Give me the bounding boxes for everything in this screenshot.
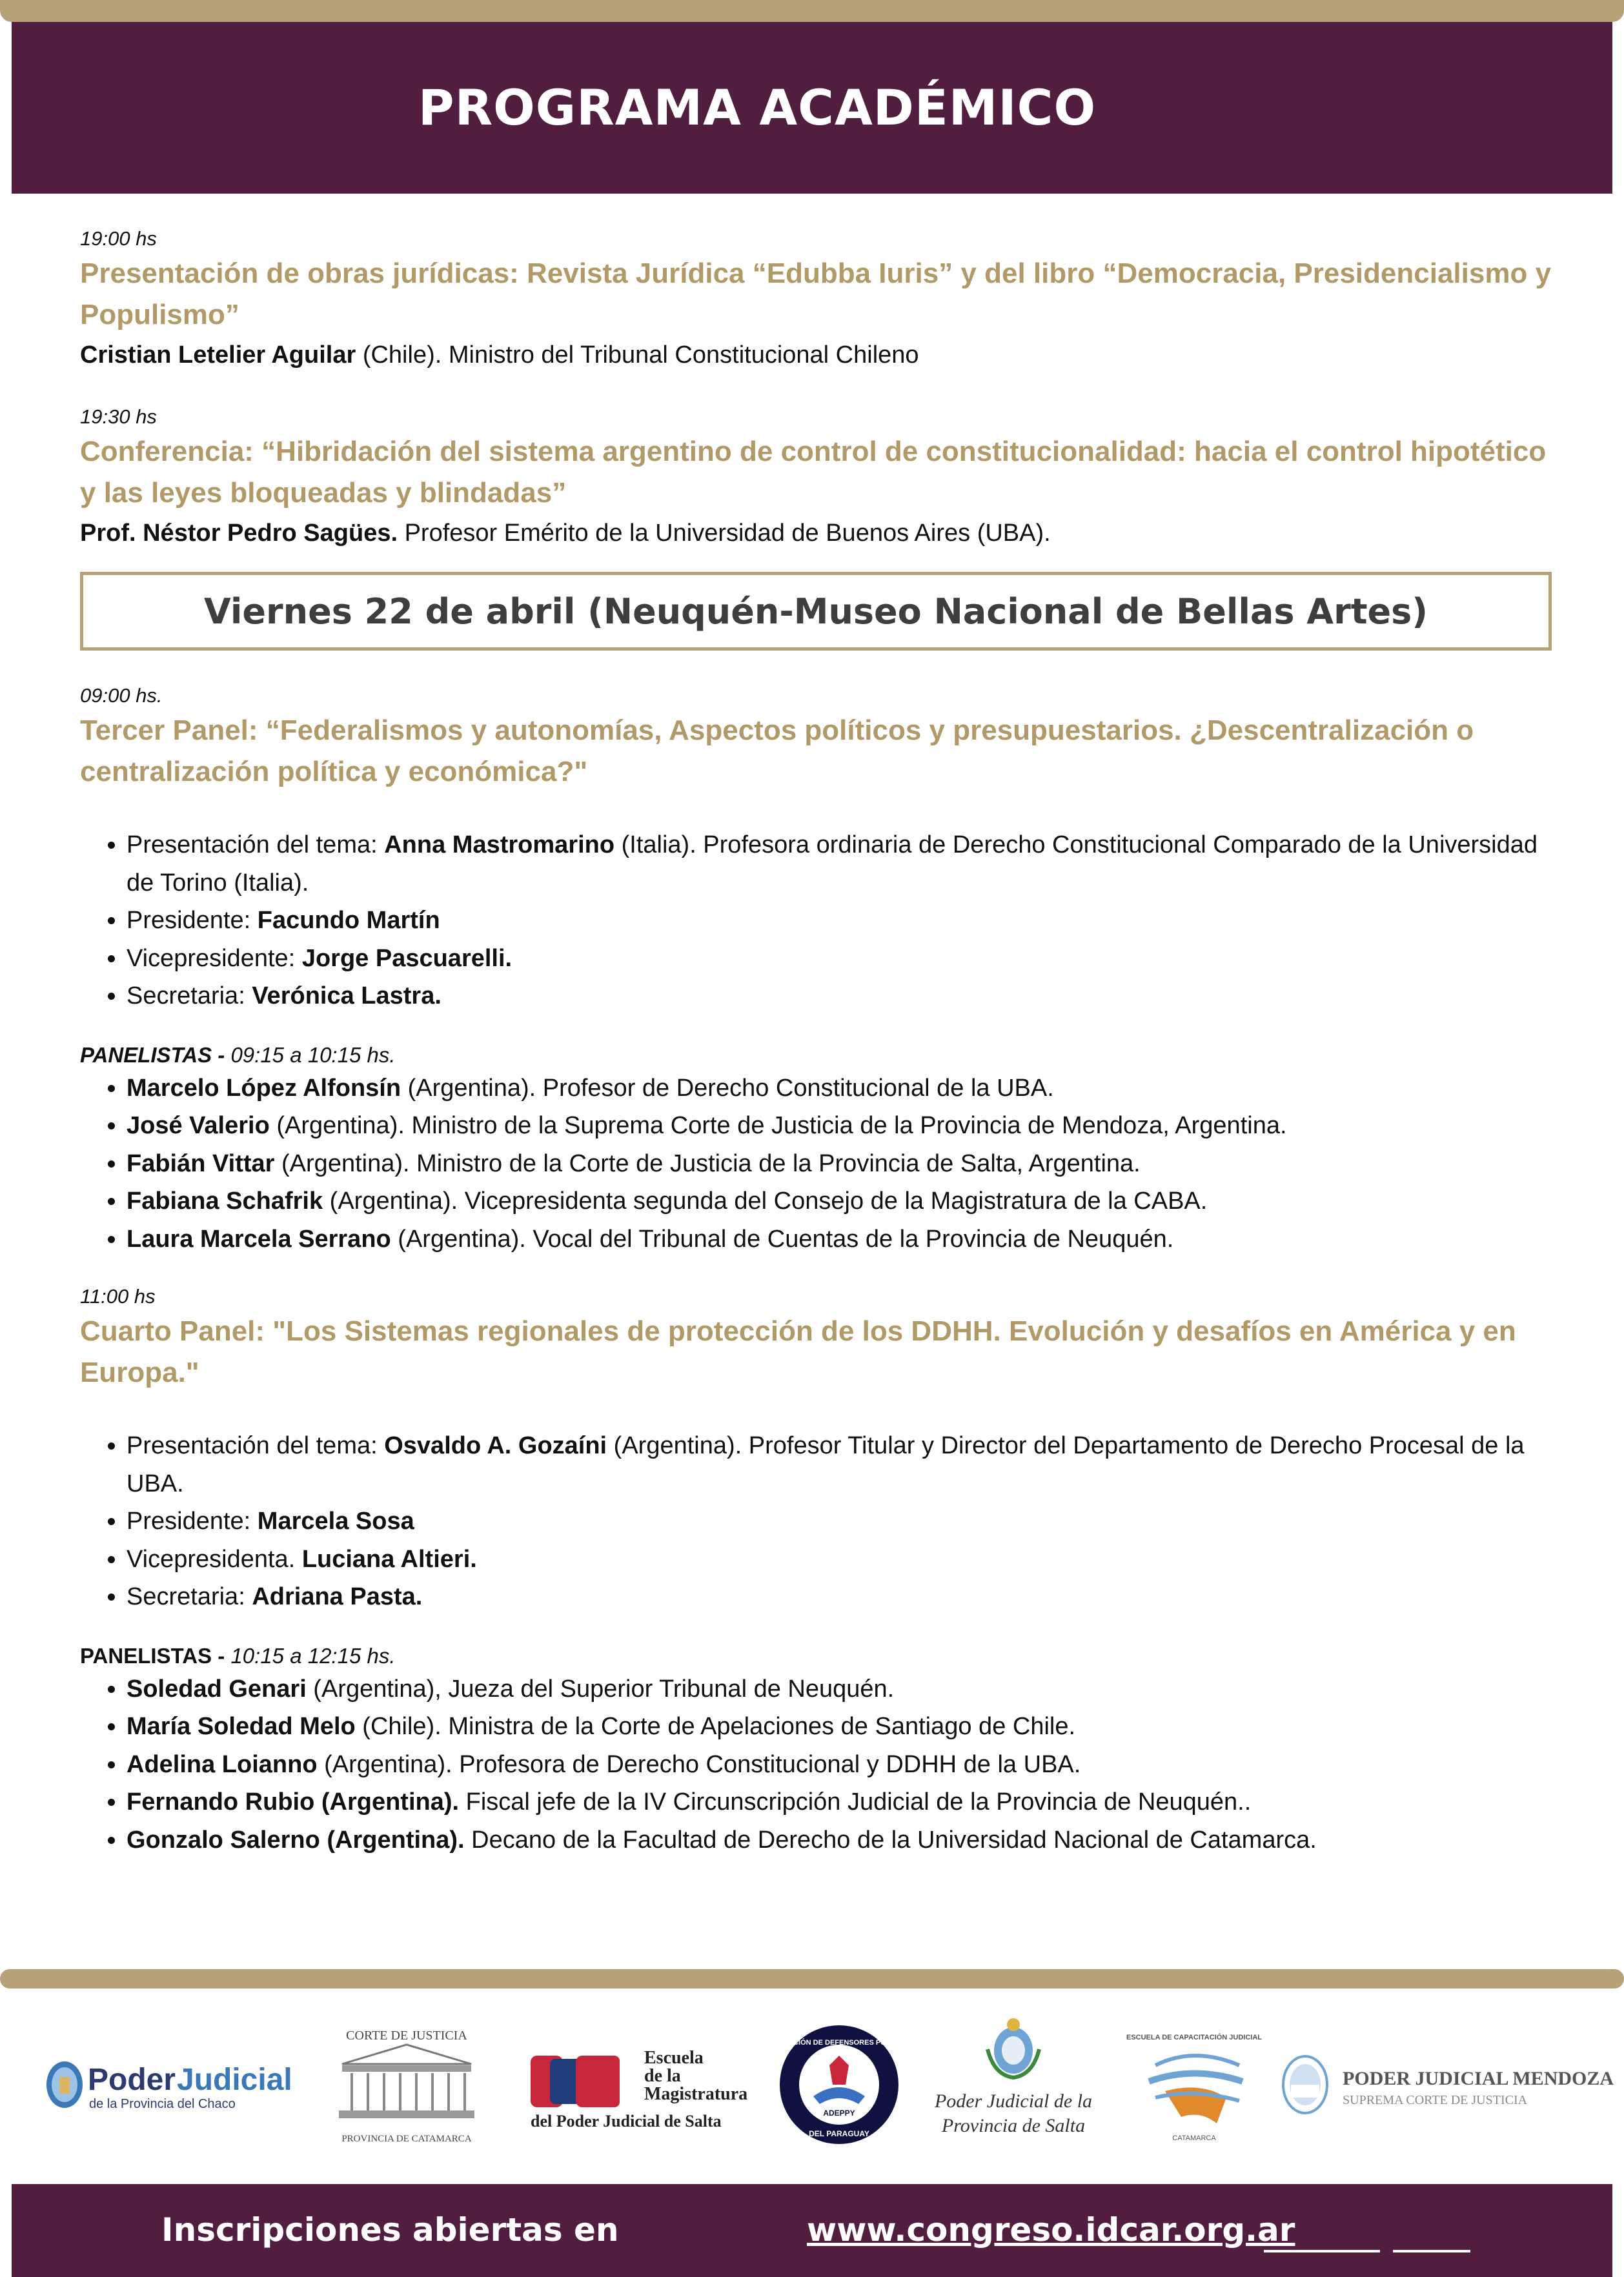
role-label: Presidente: <box>127 1508 258 1535</box>
list-item <box>127 977 1552 1015</box>
registration-link[interactable]: www.congreso.idcar.org.ar <box>807 2211 1295 2249</box>
list-item <box>127 940 1552 978</box>
chaco-logo-poder: Poder <box>88 2063 176 2097</box>
defensores-seal-icon <box>766 2020 913 2149</box>
panel-title: Tercer Panel: “Federalismos y autonomías, Aspectos políticos y presupuestarios. ¿Descentralización o centralización política y económica?" <box>80 714 1474 787</box>
person-name: Marcela Sosa <box>257 1508 414 1535</box>
speaker-name: Prof. Néstor Pedro Sagües. <box>80 520 398 547</box>
escuela-line4: del Poder Judicial de Salta <box>531 2112 722 2130</box>
role-label: Vicepresidenta. <box>127 1545 302 1573</box>
person-detail: (Italia). Profesora ordinaria de Derecho Constitucional Comparado de la Universidad de Torino (Italia). <box>127 831 1538 896</box>
courthouse-icon <box>323 2014 491 2156</box>
person-name: Osvaldo A. Gozaíni <box>384 1432 607 1459</box>
list-item <box>127 902 1552 940</box>
escuela-line3: Magistratura <box>644 2084 748 2104</box>
person-name: Fabián Vittar <box>127 1149 275 1177</box>
person-detail: (Argentina). Profesora de Derecho Constitucional y DDHH de la UBA. <box>317 1750 1081 1778</box>
session-title: Conferencia: “Hibridación del sistema argentino de control de constitucionalidad: hacia el control hipotético y las leyes bloqueadas y blindadas” <box>80 436 1547 509</box>
list-item <box>127 1503 1552 1541</box>
footer-underline <box>1393 2250 1470 2252</box>
salta-logo-line1: Poder Judicial de la <box>934 2090 1093 2112</box>
person-detail: (Argentina), Jueza del Superior Tribunal de Neuquén. <box>306 1675 895 1703</box>
speaker-detail: (Chile). Ministro del Tribunal Constitucional Chileno <box>356 341 919 369</box>
escuela-line2: de la <box>644 2066 681 2086</box>
logo-poder-judicial-chaco <box>43 2001 301 2169</box>
person-detail: (Argentina). Ministro de la Corte de Justicia de la Provincia de Salta, Argentina. <box>274 1149 1141 1177</box>
person-detail: (Argentina). Profesor de Derecho Constitucional de la UBA. <box>401 1074 1054 1102</box>
salta-logo-line2: Provincia de Salta <box>941 2115 1086 2136</box>
panel-roles-list <box>80 1427 1552 1616</box>
person-name: Soledad Genari <box>127 1675 307 1703</box>
role-label: Vicepresidente: <box>127 944 302 972</box>
person-name: Luciana Altieri. <box>301 1545 477 1573</box>
logo-defensores-paraguay <box>766 2001 913 2169</box>
salta-emblem-icon <box>917 2010 1110 2159</box>
escuela-line1: Escuela <box>644 2048 704 2068</box>
chaco-logo-subtitle: de la Provincia del Chaco <box>89 2097 236 2111</box>
list-item <box>127 1541 1552 1579</box>
list-item <box>127 1145 1552 1183</box>
list-item <box>127 1670 1552 1708</box>
session-time: 19:30 hs <box>80 405 157 428</box>
role-label: Secretaria: <box>127 982 252 1009</box>
footer-underline <box>1264 2250 1380 2252</box>
person-name: Verónica Lastra. <box>252 982 442 1009</box>
mendoza-logo-line2: SUPREMA CORTE DE JUSTICIA <box>1343 2093 1528 2107</box>
list-item <box>127 1578 1552 1616</box>
speaker-detail: Profesor Emérito de la Universidad de Buenos Aires (UBA). <box>398 520 1051 547</box>
logo-escuela-magistratura-salta <box>524 2001 769 2169</box>
panel-3 <box>80 683 1552 1258</box>
list-item <box>127 1427 1552 1503</box>
panelists-time: 09:15 a 10:15 hs. <box>225 1042 396 1067</box>
chaco-emblem-icon <box>43 2039 301 2130</box>
header-banner <box>12 22 1612 194</box>
day-heading-box <box>80 572 1552 651</box>
person-detail: (Argentina). Vicepresidenta segunda del Consejo de la Magistratura de la CABA. <box>323 1188 1208 1215</box>
person-detail: (Chile). Ministra de la Corte de Apelaciones de Santiago de Chile. <box>355 1713 1076 1740</box>
panelists-list <box>80 1670 1552 1859</box>
sponsor-logos <box>0 2001 1624 2169</box>
panel-4 <box>80 1284 1552 1859</box>
session-speaker <box>80 336 1552 374</box>
list-item <box>127 1069 1552 1108</box>
person-detail: Fiscal jefe de la IV Circunscripción Judicial de la Provincia de Neuquén.. <box>459 1788 1252 1816</box>
person-name: José Valerio <box>127 1112 270 1139</box>
footer-banner <box>12 2184 1612 2277</box>
role-label: Secretaria: <box>127 1583 252 1610</box>
chaco-logo-judicial: Judicial <box>177 2063 292 2097</box>
catamarca-logo-bottom: PROVINCIA DE CATAMARCA <box>341 2134 472 2144</box>
person-detail: (Argentina). Vocal del Tribunal de Cuentas de la Provincia de Neuquén. <box>391 1225 1174 1253</box>
session-title: Presentación de obras jurídicas: Revista Jurídica “Edubba Iuris” y del libro “Democracia, Presidencialismo y Populismo” <box>80 258 1552 330</box>
list-item <box>127 1182 1552 1220</box>
person-name: Adriana Pasta. <box>252 1583 423 1610</box>
session-speaker <box>80 514 1552 552</box>
panel-title: Cuarto Panel: "Los Sistemas regionales de protección de los DDHH. Evolución y desafíos en América y en Europa." <box>80 1315 1516 1388</box>
list-item <box>127 1708 1552 1746</box>
person-name: Facundo Martín <box>257 907 440 934</box>
capacitacion-emblem-icon <box>1126 2020 1263 2149</box>
logo-poder-judicial-mendoza <box>1278 2001 1614 2169</box>
defensores-mid: ADEPPY <box>823 2109 855 2118</box>
capacitacion-top: ESCUELA DE CAPACITACIÓN JUDICIAL <box>1126 2034 1263 2041</box>
panelists-label: PANELISTAS - <box>80 1643 225 1668</box>
list-item <box>127 1220 1552 1259</box>
logo-capacitacion-catamarca <box>1126 2001 1263 2169</box>
session-1900 <box>80 226 1552 374</box>
panel-time: 11:00 hs <box>80 1285 156 1308</box>
session-time: 19:00 hs <box>80 227 157 250</box>
top-gold-rule <box>0 0 1624 22</box>
person-name: Adelina Loianno <box>127 1750 318 1778</box>
person-name: Marcelo López Alfonsín <box>127 1074 401 1102</box>
person-name: Fernando Rubio (Argentina). <box>127 1788 460 1816</box>
page-title: PROGRAMA ACADÉMICO <box>418 79 1097 136</box>
panel-roles-list <box>80 826 1552 1015</box>
list-item <box>127 826 1552 902</box>
session-1930 <box>80 404 1552 552</box>
panelists-time: 10:15 a 12:15 hs. <box>225 1643 396 1668</box>
list-item <box>127 1107 1552 1145</box>
role-label: Presentación del tema: <box>127 1432 385 1459</box>
person-detail: (Argentina). Ministro de la Suprema Corte de Justicia de la Provincia de Mendoza, Argentina. <box>269 1112 1287 1139</box>
role-label: Presentación del tema: <box>127 831 385 858</box>
mendoza-logo-line1: PODER JUDICIAL MENDOZA <box>1343 2068 1614 2089</box>
logo-corte-catamarca <box>323 2001 491 2169</box>
defensores-top: ASOCIACIÓN DE DEFENSORES PÚBLICOS <box>766 2039 913 2047</box>
day-heading: Viernes 22 de abril (Neuquén-Museo Nacional de Bellas Artes) <box>204 591 1428 632</box>
escuela-emblem-icon <box>524 2030 769 2140</box>
role-label: Presidente: <box>127 907 258 934</box>
panel-time: 09:00 hs. <box>80 684 163 707</box>
panelists-heading <box>80 1041 1552 1069</box>
mendoza-emblem-icon <box>1278 2039 1614 2130</box>
person-name: Gonzalo Salerno (Argentina). <box>127 1826 465 1854</box>
person-detail: Decano de la Facultad de Derecho de la Universidad Nacional de Catamarca. <box>464 1826 1317 1854</box>
footer-label: Inscripciones abiertas en <box>161 2211 619 2249</box>
list-item <box>127 1783 1552 1821</box>
list-item <box>127 1746 1552 1784</box>
person-name: Laura Marcela Serrano <box>127 1225 391 1253</box>
person-name: Anna Mastromarino <box>384 831 615 858</box>
defensores-bottom: DEL PARAGUAY <box>809 2129 869 2138</box>
list-item <box>127 1821 1552 1859</box>
bottom-gold-rule <box>0 1969 1624 1989</box>
logo-poder-judicial-salta <box>917 2001 1110 2169</box>
catamarca-logo-top: CORTE DE JUSTICIA <box>346 2029 467 2043</box>
capacitacion-bottom: CATAMARCA <box>1172 2134 1216 2142</box>
panelists-heading <box>80 1642 1552 1670</box>
person-detail: (Argentina). Profesor Titular y Director del Departamento de Derecho Procesal de la UBA. <box>127 1432 1525 1497</box>
person-name: Jorge Pascuarelli. <box>301 944 513 972</box>
person-name: Fabiana Schafrik <box>127 1188 323 1215</box>
speaker-name: Cristian Letelier Aguilar <box>80 341 356 369</box>
panelists-label: PANELISTAS - <box>80 1042 225 1067</box>
panelists-list <box>80 1069 1552 1259</box>
person-name: María Soledad Melo <box>127 1713 356 1740</box>
program-content <box>80 226 1552 1859</box>
